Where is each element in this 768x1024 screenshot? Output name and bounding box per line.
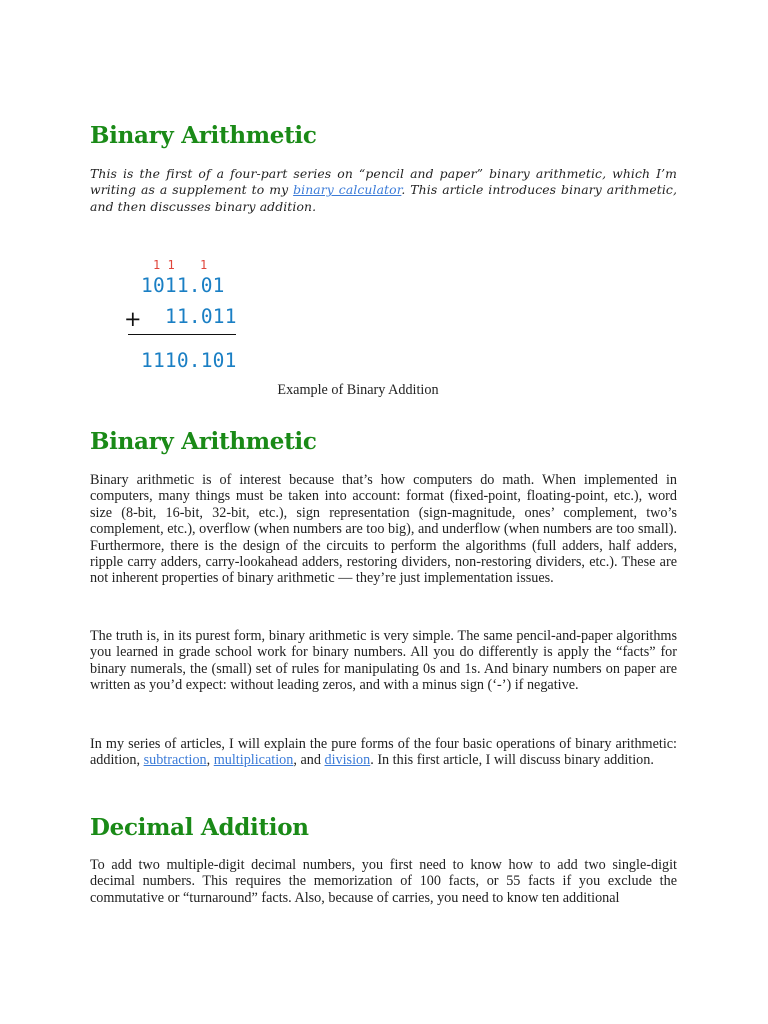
carry-digit-right: 1 bbox=[200, 258, 208, 272]
operand-2: 11.011 bbox=[165, 305, 237, 328]
intro-text-start: This is the first of a four-part series on “pencil and paper” binary arithmetic, which I’m writing as a supplement to my bbox=[90, 166, 677, 198]
operand-1: 1011.01 bbox=[141, 274, 225, 297]
binary-addition-figure bbox=[0, 0, 768, 400]
carry-digits-left: 1 1 bbox=[153, 258, 175, 272]
plus-sign: + bbox=[124, 307, 142, 331]
figure-caption: Example of Binary Addition bbox=[277, 382, 439, 398]
sum-result: 1110.101 bbox=[141, 349, 237, 372]
subtraction-link[interactable]: subtraction bbox=[143, 752, 207, 769]
binary-calculator-link[interactable]: binary calculator bbox=[293, 182, 402, 198]
sum-rule-line bbox=[128, 334, 236, 335]
paragraph-purest-form: The truth is, in its purest form, binary arithmetic is very simple. The same pencil-and-paper algorithms you learned in grade school work for binary numbers. All you do differently is apply the “facts” for binary numerals, the (small) set of rules for manipulating 0s and 1s. And binary numbers on paper are written as you’d expect: without leading zeros, and with a minus sign (‘-’) if negative. bbox=[90, 628, 677, 694]
intro-text-end: . This article introduces binary arithmetic, and then discusses binary addition. bbox=[90, 182, 677, 214]
series-sep-2: , and bbox=[293, 752, 325, 769]
series-text-start: In my series of articles, I will explain the pure forms of the four basic operations of binary arithmetic: addition, bbox=[90, 736, 677, 769]
paragraph-decimal-addition: To add two multiple-digit decimal numbers, you first need to know how to add two single-digit decimal numbers. This requires the memorization of 100 facts, or 55 facts if you exclude the commutative or “turnaround” facts. Also, because of carries, you need to know ten additional bbox=[90, 857, 677, 906]
series-text-end: . In this first article, I will discuss binary addition. bbox=[370, 752, 654, 769]
paragraph-series bbox=[90, 736, 677, 769]
division-link[interactable]: division bbox=[324, 752, 371, 769]
paragraph-computers: Binary arithmetic is of interest because that’s how computers do math. When implemented in computers, many things must be taken into account: format (fixed-point, floating-point, etc.), word size (8-bit, 16-bit, 32-bit, etc.), sign representation (sign-magnitude, ones’ complement, two’s complement, etc.), overflow (when numbers are too big), and underflow (when numbers are too small). Furthermore, there is the design of the circuits to perform the algorithms (full adders, half adders, ripple carry adders, carry-lookahead adders, restoring dividers, non-restoring dividers, etc.). These are not inherent properties of binary arithmetic — they’re just implementation issues. bbox=[90, 472, 677, 587]
multiplication-link[interactable]: multiplication bbox=[213, 752, 294, 769]
heading-binary-arithmetic-2: Binary Arithmetic bbox=[90, 428, 317, 455]
heading-binary-arithmetic: Binary Arithmetic bbox=[90, 122, 317, 149]
heading-decimal-addition: Decimal Addition bbox=[90, 814, 309, 841]
series-sep-1: , bbox=[206, 752, 214, 769]
